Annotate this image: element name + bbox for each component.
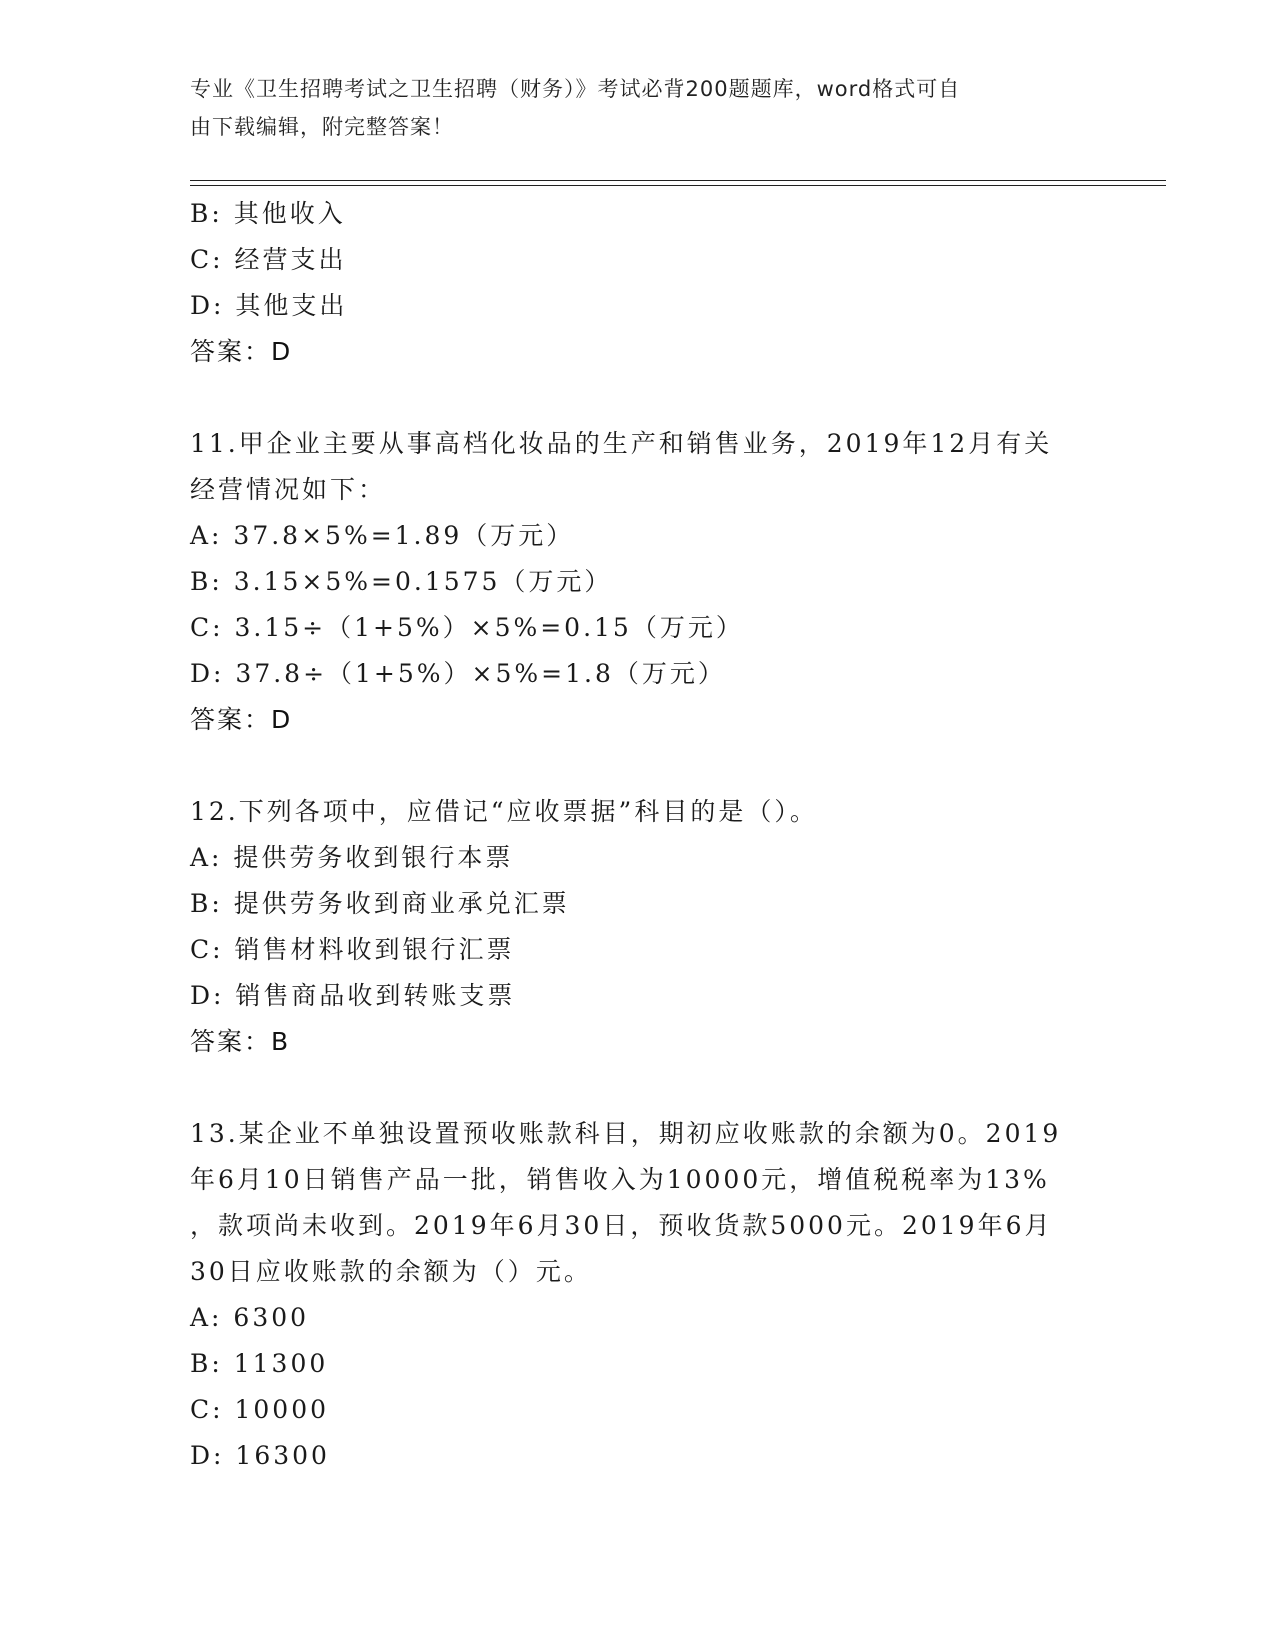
option-d: D: 其他支出 [190, 291, 348, 320]
answer-line: 答案：D [190, 337, 293, 366]
header-line-1: 专业《卫生招聘考试之卫生招聘（财务）》考试必背200题题库，word格式可自 [190, 77, 961, 101]
option-c: C: 销售材料收到银行汇票 [190, 935, 515, 964]
spacer [190, 743, 1090, 789]
question-list [190, 191, 1090, 1479]
header-divider-bottom [190, 185, 1166, 186]
option-a: A: 提供劳务收到银行本票 [190, 843, 514, 872]
option-a: A: 37.8×5%=1.89（万元） [190, 521, 575, 550]
option-c: C: 经营支出 [190, 245, 347, 274]
question-stem-line: ，款项尚未收到。2019年6月30日，预收货款5000元。2019年6月 [190, 1211, 1053, 1240]
option-c: C: 3.15÷（1+5%）×5%=0.15（万元） [190, 613, 744, 642]
option-c: C: 10000 [190, 1395, 330, 1424]
answer-line: 答案：D [190, 705, 293, 734]
option-b: B: 提供劳务收到商业承兑汇票 [190, 889, 570, 918]
answer-line: 答案：B [190, 1027, 291, 1056]
spacer [190, 1065, 1090, 1111]
option-b: B: 其他收入 [190, 199, 346, 228]
document-header [190, 70, 1090, 146]
header-line-2: 由下载编辑，附完整答案！ [190, 115, 454, 139]
question-stem-line: 年6月10日销售产品一批，销售收入为10000元，增值税税率为13% [190, 1165, 1050, 1194]
spacer [190, 375, 1090, 421]
option-d: D: 16300 [190, 1441, 330, 1470]
question-stem-line: 经营情况如下： [190, 475, 387, 504]
question-stem-line: 12.下列各项中，应借记“应收票据”科目的是（）。 [190, 797, 818, 826]
question-11 [190, 421, 1090, 743]
option-b: B: 3.15×5%=0.1575（万元） [190, 567, 613, 596]
question-10 [190, 191, 1090, 375]
option-d: D: 销售商品收到转账支票 [190, 981, 516, 1010]
question-13 [190, 1111, 1090, 1479]
option-a: A: 6300 [190, 1303, 310, 1332]
header-divider-top [190, 180, 1166, 181]
option-b: B: 11300 [190, 1349, 329, 1378]
question-stem-line: 30日应收账款的余额为（）元。 [190, 1257, 592, 1286]
question-stem-line: 11.甲企业主要从事高档化妆品的生产和销售业务，2019年12月有关 [190, 429, 1053, 458]
question-stem-line: 13.某企业不单独设置预收账款科目，期初应收账款的余额为0。2019 [190, 1119, 1062, 1148]
option-d: D: 37.8÷（1+5%）×5%=1.8（万元） [190, 659, 726, 688]
question-12 [190, 789, 1090, 1065]
